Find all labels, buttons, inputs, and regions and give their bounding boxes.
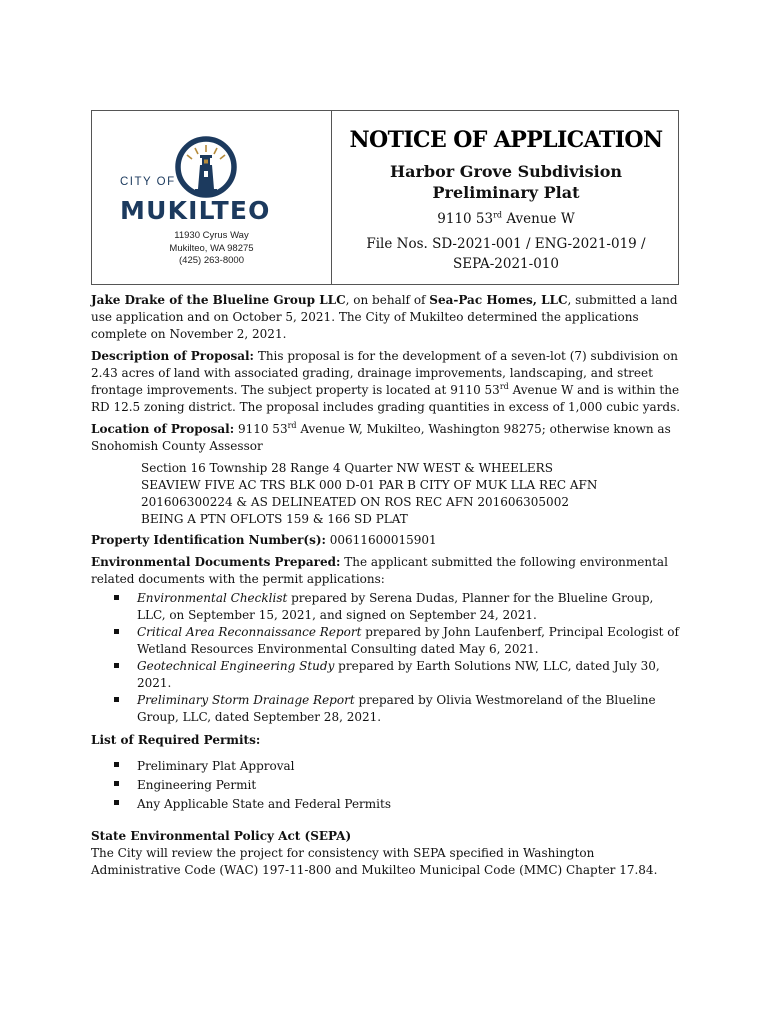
- logo-name: MUKILTEO: [120, 196, 271, 225]
- project-name: Harbor Grove Subdivision: [390, 162, 622, 181]
- project-type: Preliminary Plat: [432, 183, 580, 202]
- sepa-section: [91, 828, 681, 879]
- bullet-icon: [114, 762, 119, 767]
- location-text: 9110 53: [234, 422, 288, 436]
- doc-title: Geotechnical Engineering Study: [137, 659, 335, 673]
- list-item: [91, 795, 681, 814]
- bullet-icon: [114, 800, 119, 805]
- location-label: Location of Proposal:: [91, 422, 235, 436]
- location-sup: rd: [287, 421, 297, 430]
- site-address: [332, 211, 680, 227]
- parcel-paragraph: [91, 532, 681, 549]
- bullet-icon: [114, 781, 119, 786]
- legal-line: SEAVIEW FIVE AC TRS BLK 000 D-01 PAR B CITY OF MUK LLA REC AFN: [141, 478, 598, 492]
- city-address: [92, 230, 331, 268]
- site-address-street: Avenue W: [502, 211, 575, 227]
- site-address-number: 9110 53: [437, 211, 494, 227]
- sepa-label: State Environmental Policy Act (SEPA): [91, 829, 352, 843]
- permits-label: List of Required Permits:: [91, 733, 261, 747]
- parcel-number: 00611600015901: [325, 533, 437, 547]
- description-label: Description of Proposal:: [91, 349, 254, 363]
- env-docs-paragraph: [91, 554, 681, 588]
- spacer: [91, 820, 681, 828]
- env-docs-text: The applicant submitted the following environmental related documents with the permit applications:: [91, 555, 668, 586]
- env-docs-label: Environmental Documents Prepared:: [91, 555, 341, 569]
- permits-heading: [91, 732, 681, 749]
- intro-paragraph: [91, 292, 681, 343]
- bullet-icon: [114, 697, 119, 702]
- doc-title: Preliminary Storm Drainage Report: [137, 693, 355, 707]
- bullet-icon: [114, 595, 119, 600]
- intro-text: , submitted a land use application and on October 5, 2021. The City of Mukilteo determined the applications complete on November 2, 2021.: [91, 293, 678, 341]
- doc-text: prepared by Earth Solutions NW, LLC, dated July 30, 2021.: [137, 659, 660, 690]
- description-text: Avenue W and is within the RD 12.5 zoning district. The proposal includes grading quantities in excess of 1,000 cubic yards.: [91, 383, 681, 414]
- doc-text: prepared by Serena Dudas, Planner for the Blueline Group, LLC, on September 15, 2021, and signed on September 24, 2021.: [137, 591, 654, 622]
- description-sup: rd: [499, 382, 509, 391]
- applicant-name: Jake Drake of the Blueline Group LLC: [91, 293, 346, 307]
- legal-line: Section 16 Township 28 Range 4 Quarter NW WEST & WHEELERS: [141, 461, 553, 475]
- file-numbers-line: File Nos. SD-2021-001 / ENG-2021-019 /: [366, 236, 646, 252]
- address-line: 11930 Cyrus Way: [174, 230, 249, 241]
- description-text: This proposal is for the development of a seven-lot (7) subdivision on 2.43 acres of land with associated grading, drainage improvements, landscaping, and street frontage improvements. The subject property is located at 9110 53: [91, 349, 678, 397]
- file-numbers-line: SEPA-2021-010: [453, 256, 559, 272]
- title-area: [332, 111, 680, 274]
- permit-item: Engineering Permit: [137, 778, 257, 792]
- legal-description: [141, 460, 681, 528]
- address-line: Mukilteo, WA 98275: [169, 242, 254, 254]
- env-docs-list: [91, 590, 681, 726]
- list-item: [91, 757, 681, 776]
- owner-name: Sea-Pac Homes, LLC: [429, 293, 568, 307]
- description-paragraph: [91, 348, 681, 416]
- city-logo-icon: [120, 135, 300, 227]
- permits-list: [91, 757, 681, 814]
- file-numbers: [332, 234, 680, 274]
- project-title: [332, 161, 680, 203]
- logo-city-of: CITY OF: [120, 176, 176, 188]
- list-item: [91, 658, 681, 692]
- list-item: [91, 624, 681, 658]
- doc-text: prepared by Olivia Westmoreland of the Blueline Group, LLC, dated September 28, 2021.: [137, 693, 656, 724]
- legal-line: 201606300224 & AS DELINEATED ON ROS REC AFN 201606305002: [141, 495, 569, 509]
- notice-body: [91, 292, 681, 879]
- logo-area: [92, 111, 331, 284]
- doc-title: Critical Area Reconnaissance Report: [137, 625, 362, 639]
- legal-line: BEING A PTN OFLOTS 159 & 166 SD PLAT: [141, 512, 408, 526]
- header-box: [91, 110, 679, 285]
- intro-text: , on behalf of: [345, 293, 430, 307]
- list-item: [91, 776, 681, 795]
- bullet-icon: [114, 663, 119, 668]
- permit-item: Any Applicable State and Federal Permits: [137, 797, 391, 811]
- permit-item: Preliminary Plat Approval: [137, 759, 295, 773]
- location-paragraph: [91, 421, 681, 455]
- bullet-icon: [114, 629, 119, 634]
- notice-title: NOTICE OF APPLICATION: [349, 127, 663, 153]
- doc-text: prepared by John Laufenberf, Principal Ecologist of Wetland Resources Environmental Consulting dated May 6, 2021.: [137, 625, 679, 656]
- site-address-suffix: rd: [493, 210, 503, 220]
- sepa-text: The City will review the project for consistency with SEPA specified in Washington Administrative Code (WAC) 197-11-800 and Mukilteo Municipal Code (MMC) Chapter 17.84.: [91, 846, 658, 877]
- list-item: [91, 590, 681, 624]
- address-line: (425) 263-8000: [179, 255, 244, 266]
- location-text: Avenue W, Mukilteo, Washington 98275; otherwise known as Snohomish County Assessor: [91, 422, 671, 453]
- doc-title: Environmental Checklist: [137, 591, 288, 605]
- list-item: [91, 692, 681, 726]
- parcel-label: Property Identification Number(s):: [91, 533, 326, 547]
